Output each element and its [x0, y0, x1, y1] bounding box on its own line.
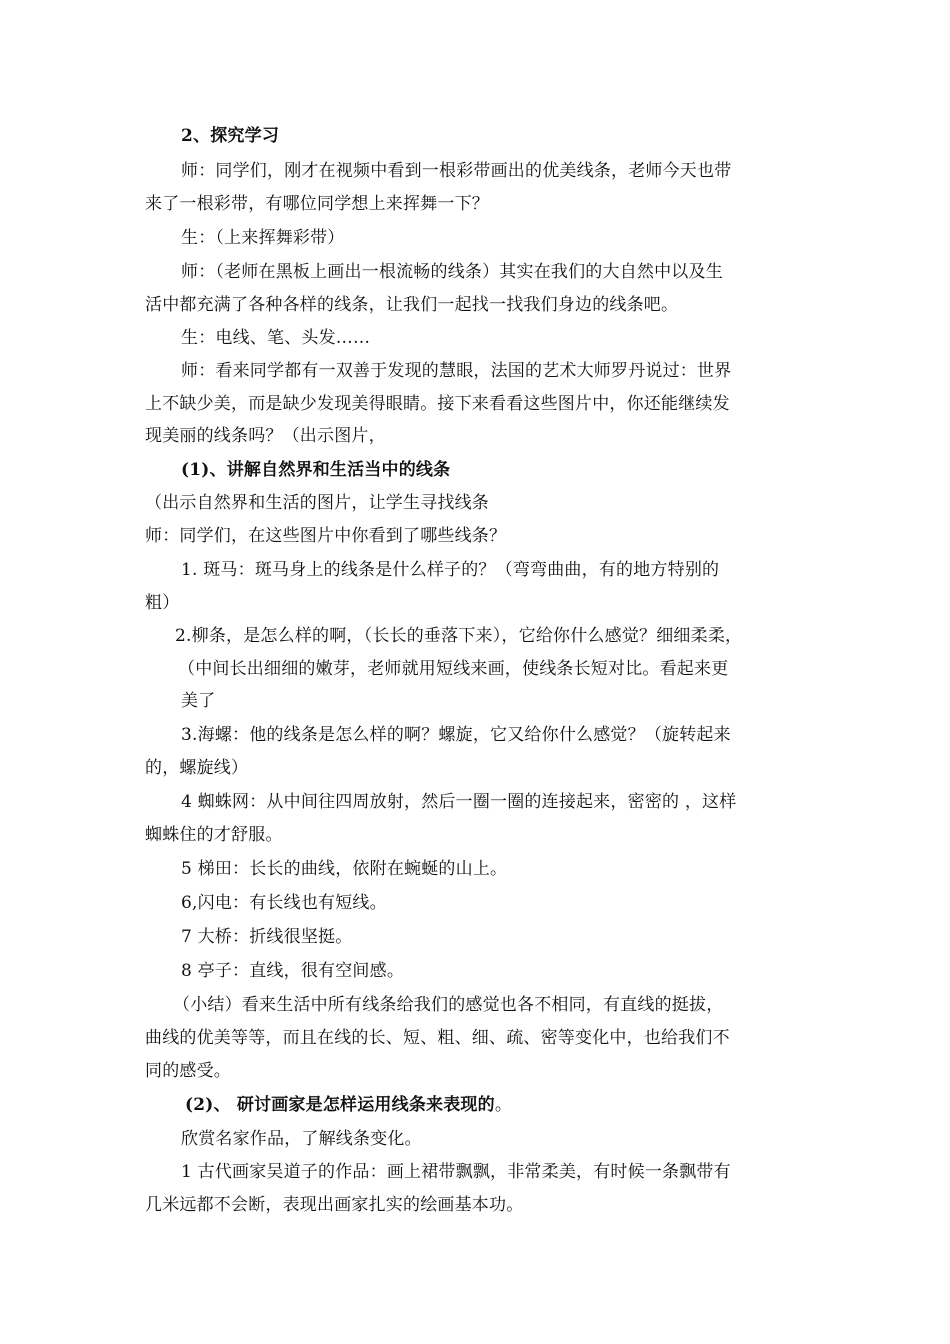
- paragraph-line: 师：看来同学都有一双善于发现的慧眼，法国的艺术大师罗丹说过：世界: [181, 361, 732, 381]
- paragraph-line: 现美丽的线条吗？（出示图片，: [145, 426, 386, 446]
- summary-line: （小结）看来生活中所有线条给我们的感觉也各不相同，有直线的挺拔，: [173, 995, 724, 1015]
- list-item-continuation: 蜘蛛住的才舒服。: [145, 825, 283, 845]
- section-heading-explore: 2、探究学习: [181, 126, 280, 146]
- subsection-heading-nature-lines: (1)、讲解自然界和生活当中的线条: [181, 460, 451, 480]
- list-item-continuation: 的，螺旋线）: [145, 758, 249, 778]
- list-item: 2.柳条，是怎么样的啊，（长长的垂落下来），它给你什么感觉？细细柔柔，: [175, 626, 743, 646]
- summary-line: 同的感受。: [145, 1061, 231, 1081]
- list-item-continuation: （中间长出细细的嫩芽，老师就用短线来画，使线条长短对比。看起来更: [178, 659, 729, 679]
- list-item: 4 蜘蛛网：从中间往四周放射，然后一圈一圈的连接起来，密密的 ，这样: [181, 792, 737, 812]
- paragraph-line: 来了一根彩带，有哪位同学想上来挥舞一下？: [145, 194, 489, 214]
- paragraph-line: 生：电线、笔、头发……: [181, 328, 371, 348]
- list-item: 8 亭子：直线，很有空间感。: [181, 961, 405, 981]
- paragraph-line: （出示自然界和生活的图片，让学生寻找线条: [145, 493, 489, 513]
- list-item: 1. 斑马：斑马身上的线条是什么样子的？（弯弯曲曲，有的地方特别的: [181, 560, 720, 580]
- paragraph-line: 师：同学们，在这些图片中你看到了哪些线条？: [145, 526, 507, 546]
- list-item: 5 梯田：长长的曲线，依附在蜿蜒的山上。: [181, 859, 508, 879]
- list-item: 3.海螺：他的线条是怎么样的啊？螺旋，它又给你什么感觉？（旋转起来: [181, 725, 731, 745]
- paragraph-line: 师：（老师在黑板上画出一根流畅的线条）其实在我们的大自然中以及生: [181, 262, 723, 282]
- list-item-continuation: 粗）: [145, 593, 180, 613]
- paragraph-line: 师：同学们，刚才在视频中看到一根彩带画出的优美线条，老师今天也带: [181, 161, 732, 181]
- paragraph-line: 欣赏名家作品，了解线条变化。: [181, 1129, 422, 1149]
- summary-line: 曲线的优美等等，而且在线的长、短、粗、细、疏、密等变化中，也给我们不: [145, 1028, 730, 1048]
- subsection-heading-painters: [185, 1093, 512, 1117]
- list-item: 7 大桥：折线很坚挺。: [181, 927, 353, 947]
- subsection-heading-period: 。: [494, 1095, 513, 1115]
- paragraph-line: 生：（上来挥舞彩带）: [181, 228, 345, 248]
- subsection-heading-text: (2)、 研讨画家是怎样运用线条来表现的: [185, 1095, 495, 1115]
- paragraph-line: 上不缺少美，而是缺少发现美得眼睛。接下来看看这些图片中，你还能继续发: [145, 394, 730, 414]
- list-item-continuation: 美了: [181, 691, 216, 711]
- paragraph-line: 几米远都不会断，表现出画家扎实的绘画基本功。: [145, 1195, 524, 1215]
- paragraph-line: 活中都充满了各种各样的线条，让我们一起找一找我们身边的线条吧。: [145, 295, 679, 315]
- paragraph-line: 1 古代画家吴道子的作品：画上裙带飘飘，非常柔美，有时候一条飘带有: [181, 1162, 731, 1182]
- list-item: 6,闪电：有长线也有短线。: [181, 893, 387, 913]
